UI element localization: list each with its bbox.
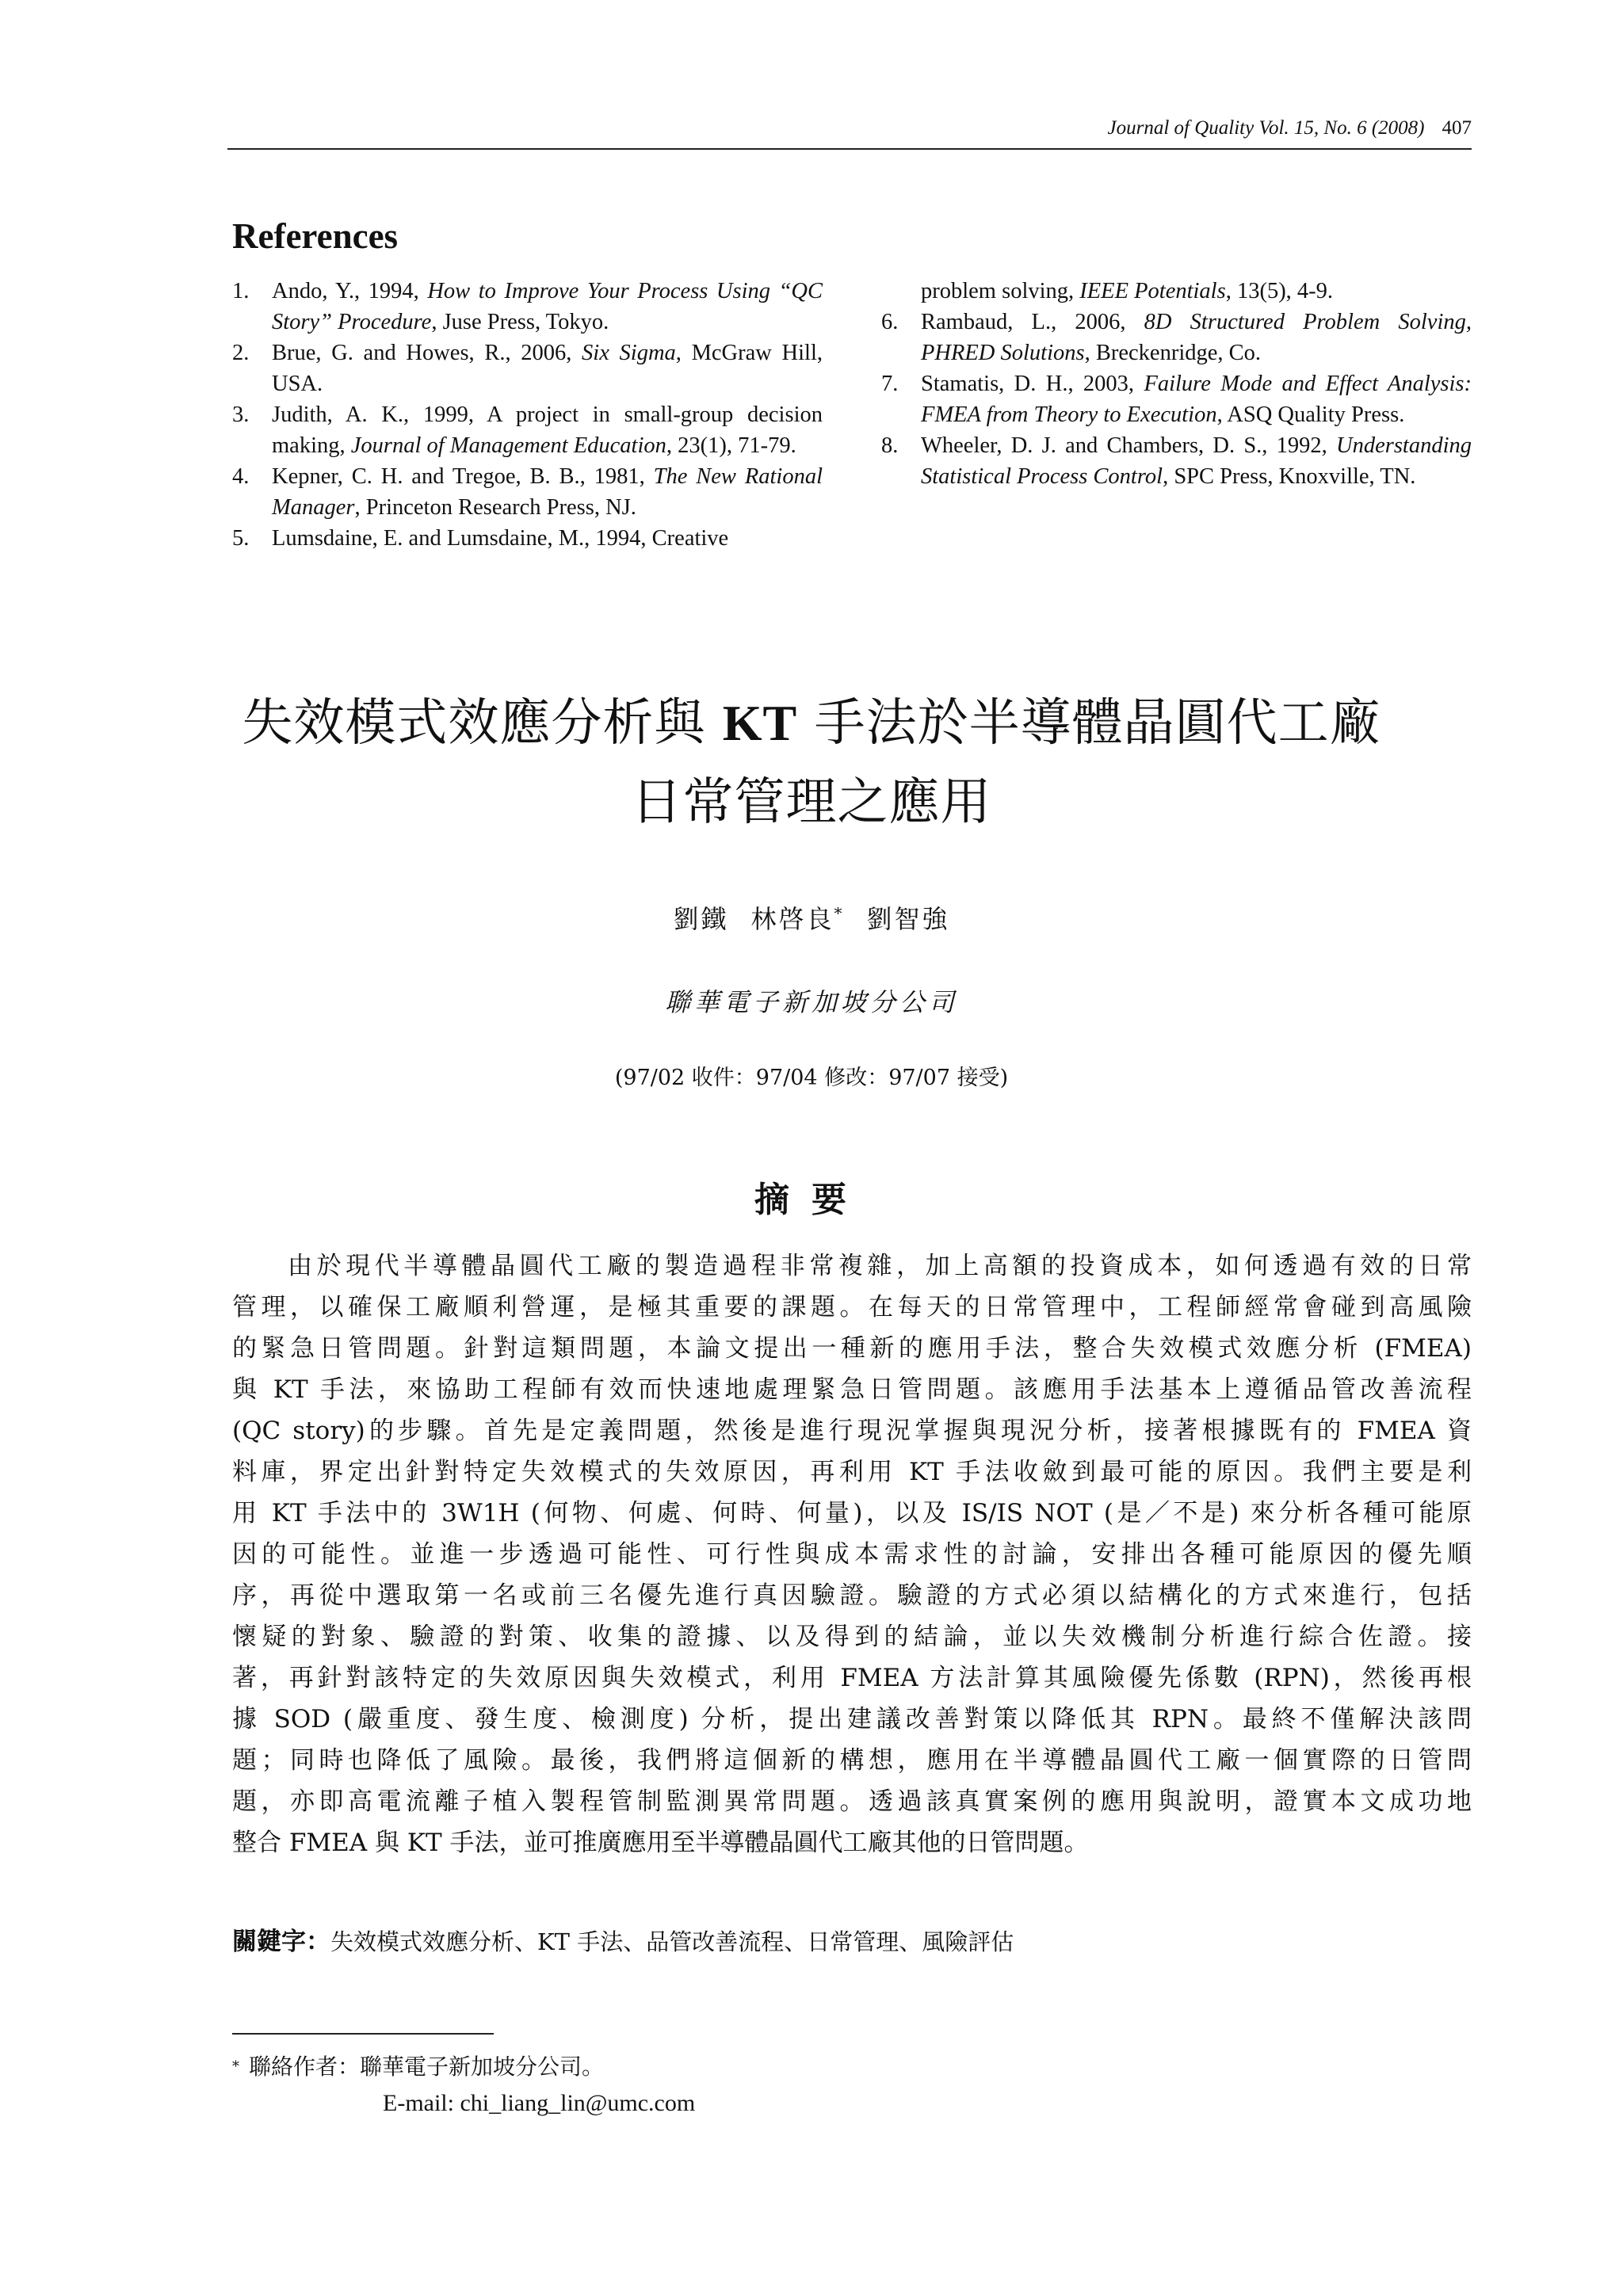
author-name: 劉鐵 (673, 904, 729, 934)
paper-title-line-1: 失效模式效應分析與 KT 手法於半導體晶圓代工廠 (242, 694, 1381, 753)
abstract-line: 題，亦即高電流離子植入製程管制監測異常問題。透過該真實案例的應用與說明，證實本文成功地 (232, 1787, 1472, 1816)
paper-title-line-2: 日常管理之應用 (631, 773, 992, 832)
abstract-heading: 摘要 (754, 1180, 869, 1220)
reference-item: 2. Brue, G. and Howes, R., 2006, Six Sigma, McGraw Hill, USA. (232, 341, 823, 396)
reference-item: 7. Stamatis, D. H., 2003, Failure Mode and Effect Analysis: FMEA from Theory to Execution, ASQ Quality Press. (881, 372, 1472, 427)
author-name: 林啓良* (750, 903, 845, 934)
reference-continuation: problem solving, IEEE Potentials, 13(5), 4-9. (921, 279, 1334, 303)
abstract-line: (QC story)的步驟。首先是定義問題，然後是進行現況掌握與現況分析，接著根據既有的 FMEA 資 (232, 1417, 1472, 1445)
references-heading: References (232, 216, 399, 256)
footnote-mark: * (232, 2058, 239, 2075)
references-right-column (881, 276, 1472, 492)
author-name: 劉智強 (866, 904, 950, 934)
submission-dates: (97/02 收件：97/04 修改：97/07 接受) (614, 1066, 1009, 1090)
abstract-line: 因的可能性。並進一步透過可能性、可行性與成本需求性的討論，安排出各種可能原因的優先順 (232, 1540, 1472, 1569)
abstract-line: 與 KT 手法，來協助工程師有效而快速地處理緊急日管問題。該應用手法基本上遵循品管改善流程 (232, 1375, 1472, 1404)
abstract-line: 題；同時也降低了風險。最後，我們將這個新的構想，應用在半導體晶圓代工廠一個實際的日管問 (232, 1746, 1472, 1775)
reference-item: 6. Rambaud, L., 2006, 8D Structured Problem Solving, PHRED Solutions, Breckenridge, Co. (881, 310, 1472, 365)
abstract-line: 料庫，界定出針對特定失效模式的失效原因，再利用 KT 手法收斂到最可能的原因。我們主要是利 (232, 1458, 1472, 1486)
running-header (227, 115, 1472, 150)
keywords (232, 1921, 1014, 1957)
abstract-body (232, 1245, 1472, 1863)
corresponding-author-mark: * (834, 903, 845, 923)
reference-item: 5. Lumsdaine, E. and Lumsdaine, M., 1994, Creative (232, 526, 729, 551)
page-number: 407 (1442, 117, 1472, 139)
reference-item: 8. Wheeler, D. J. and Chambers, D. S., 1992, Understanding Statistical Process Control, SPC Press, Knoxville, TN. (881, 433, 1472, 489)
footnote-rule (232, 2033, 494, 2035)
abstract-line: 的緊急日管問題。針對這類問題，本論文提出一種新的應用手法，整合失效模式效應分析 (FMEA) (232, 1334, 1472, 1363)
affiliation: 聯華電子新加坡分公司 (664, 987, 958, 1017)
journal-citation: Journal of Quality Vol. 15, No. 6 (2008) (1107, 117, 1425, 139)
keywords-label: 關鍵字： (232, 1928, 330, 1956)
keywords-text: 失效模式效應分析、KT 手法、品管改善流程、日常管理、風險評估 (330, 1928, 1014, 1955)
abstract-line: 整合 FMEA 與 KT 手法，並可推廣應用至半導體晶圓代工廠其他的日管問題。 (232, 1829, 1089, 1857)
abstract-line: 懷疑的對象、驗證的對策、收集的證據、以及得到的結論，並以失效機制分析進行綜合佐證。接 (232, 1623, 1472, 1651)
reference-item: 1. Ando, Y., 1994, How to Improve Your Process Using “QC Story” Procedure, Juse Press, Tokyo. (232, 279, 823, 334)
references-left-column (232, 276, 823, 554)
footnote (232, 2049, 695, 2122)
abstract-line: 序，再從中選取第一名或前三名優先進行真因驗證。驗證的方式必須以結構化的方式來進行，包括 (232, 1581, 1472, 1610)
abstract-line: 由於現代半導體晶圓代工廠的製造過程非常複雜，加上高額的投資成本，如何透過有效的日常 (288, 1252, 1472, 1280)
abstract-line: 著，再針對該特定的失效原因與失效模式，利用 FMEA 方法計算其風險優先係數 (RPN)，然後再根 (232, 1664, 1472, 1692)
abstract-line: 用 KT 手法中的 3W1H (何物、何處、何時、何量)，以及 IS/IS NOT (是／不是) 來分析各種可能原 (232, 1499, 1472, 1527)
author-list (0, 899, 1623, 936)
footnote-contact: 聯絡作者：聯華電子新加坡分公司。 (249, 2054, 605, 2080)
abstract-line: 據 SOD (嚴重度、發生度、檢測度) 分析，提出建議改善對策以降低其 RPN。最終不僅解決該問 (232, 1705, 1472, 1733)
abstract-line: 管理，以確保工廠順利營運，是極其重要的課題。在每天的日常管理中，工程師經常會碰到高風險 (232, 1293, 1472, 1322)
footnote-email: E-mail: chi_liang_lin@umc.com (383, 2090, 696, 2116)
reference-item: 3. Judith, A. K., 1999, A project in small-group decision making, Journal of Management Education, 23(1), 71-79. (232, 402, 823, 458)
reference-item: 4. Kepner, C. H. and Tregoe, B. B., 1981, The New Rational Manager, Princeton Research Press, NJ. (232, 464, 823, 520)
